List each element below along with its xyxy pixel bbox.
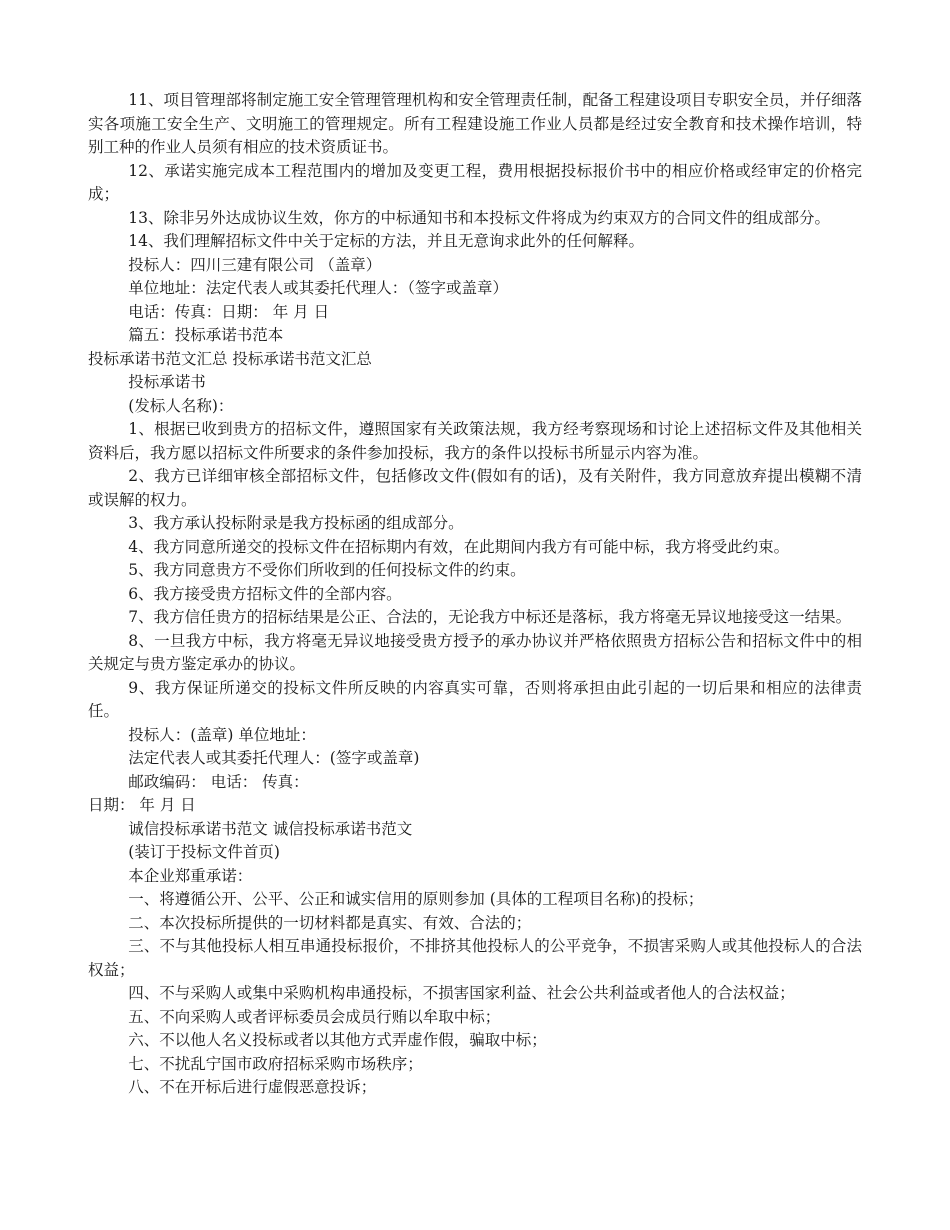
pledge-item-2: 二、本次投标所提供的一切材料都是真实、有效、合法的； xyxy=(128,913,532,932)
paragraph-item-14: 14、我们理解招标文件中关于定标的方法，并且无意询求此外的任何解释。 xyxy=(128,232,645,250)
commitment-item-5: 5、我方同意贵方不受你们所收到的任何投标文件的约束。 xyxy=(128,561,526,579)
bidder-seal-line: 投标人：(盖章) 单位地址： xyxy=(128,725,316,744)
postal-contact-line: 邮政编码： 电话： 传真： xyxy=(128,772,309,791)
pledge-intro: 本企业郑重承诺： xyxy=(128,866,253,885)
phone-fax-date-line: 电话：传真：日期： 年 月 日 xyxy=(128,302,330,321)
pledge-item-3: 三、不与其他投标人相互串通投标报价，不排挤其他投标人的公平竞争，不损害采购人或其他投标人的合法权益； xyxy=(88,937,862,979)
section-heading: 篇五：投标承诺书范本 xyxy=(128,326,284,344)
pledge-item-8: 八、不在开标后进行虚假恶意投诉； xyxy=(128,1078,377,1096)
pledge-item-5: 五、不向采购人或者评标委员会成员行贿以牟取中标； xyxy=(128,1007,501,1026)
pledge-item-1: 一、将遵循公开、公平、公正和诚实信用的原则参加 (具体的工程项目名称)的投标； xyxy=(128,890,704,908)
commitment-item-9: 9、我方保证所递交的投标文件所反映的内容真实可靠，否则将承担由此引起的一切后果和相应的法律责任。 xyxy=(88,678,862,720)
pledge-item-6: 六、不以他人名义投标或者以其他方式弄虚作假，骗取中标； xyxy=(128,1031,547,1049)
representative-signature-line: 法定代表人或其委托代理人：(签字或盖章) xyxy=(128,749,420,767)
letter-title: 投标承诺书 xyxy=(128,373,206,391)
commitment-item-6: 6、我方接受贵方招标文件的全部内容。 xyxy=(128,584,402,603)
commitment-item-2: 2、我方已详细审核全部招标文件，包括修改文件(假如有的话)，及有关附件，我方同意放弃提出模糊不清或误解的权力。 xyxy=(88,467,862,509)
commitment-item-7: 7、我方信任贵方的招标结果是公正、合法的，无论我方中标还是落标，我方将毫无异议地接受这一结果。 xyxy=(128,608,852,626)
recipient-line: (发标人名称)： xyxy=(128,396,234,415)
date-line: 日期： 年 月 日 xyxy=(88,796,196,814)
commitment-item-8: 8、一旦我方中标，我方将毫无异议地接受贵方授予的承办协议并严格依照贵方招标公告和招标文件中的相关规定与贵方鉴定承办的协议。 xyxy=(88,631,862,673)
address-representative-line: 单位地址：法定代表人或其委托代理人：（签字或盖章） xyxy=(128,279,509,297)
commitment-item-3: 3、我方承认投标附录是我方投标函的组成部分。 xyxy=(128,514,464,532)
integrity-title: 诚信投标承诺书范文 诚信投标承诺书范文 xyxy=(128,819,413,838)
commitment-item-4: 4、我方同意所递交的投标文件在招标期内有效，在此期间内我方有可能中标，我方将受此约束。 xyxy=(128,537,790,556)
binding-note: (装订于投标文件首页) xyxy=(128,843,280,861)
paragraph-item-13: 13、除非另外达成协议生效，你方的中标通知书和本投标文件将成为约束双方的合同文件的组成部分。 xyxy=(128,208,831,227)
paragraph-item-11: 11、项目管理部将制定施工安全管理管理机构和安全管理责任制，配备工程建设项目专职安全员，并仔细落实各项施工安全生产、文明施工的管理规定。所有工程建设施工作业人员都是经过安全教育和技术操作培训，特别工种的作业人员须有相应的技术资质证书。 xyxy=(88,91,862,156)
bidder-line: 投标人：四川三建有限公司 （盖章） xyxy=(128,255,382,274)
pledge-item-4: 四、不与采购人或集中采购机构串通投标，不损害国家利益、社会公共利益或者他人的合法权益； xyxy=(128,984,795,1002)
collection-title: 投标承诺书范文汇总 投标承诺书范文汇总 xyxy=(88,349,372,368)
commitment-item-1: 1、根据已收到贵方的招标文件，遵照国家有关政策法规，我方经考察现场和讨论上述招标文件及其他相关资料后，我方愿以招标文件所要求的条件参加投标，我方的条件以投标书所显示内容为准。 xyxy=(88,420,862,462)
paragraph-item-12: 12、承诺实施完成本工程范围内的增加及变更工程，费用根据投标报价书中的相应价格或经审定的价格完成； xyxy=(88,161,862,203)
pledge-item-7: 七、不扰乱宁国市政府招标采购市场秩序； xyxy=(128,1054,423,1073)
